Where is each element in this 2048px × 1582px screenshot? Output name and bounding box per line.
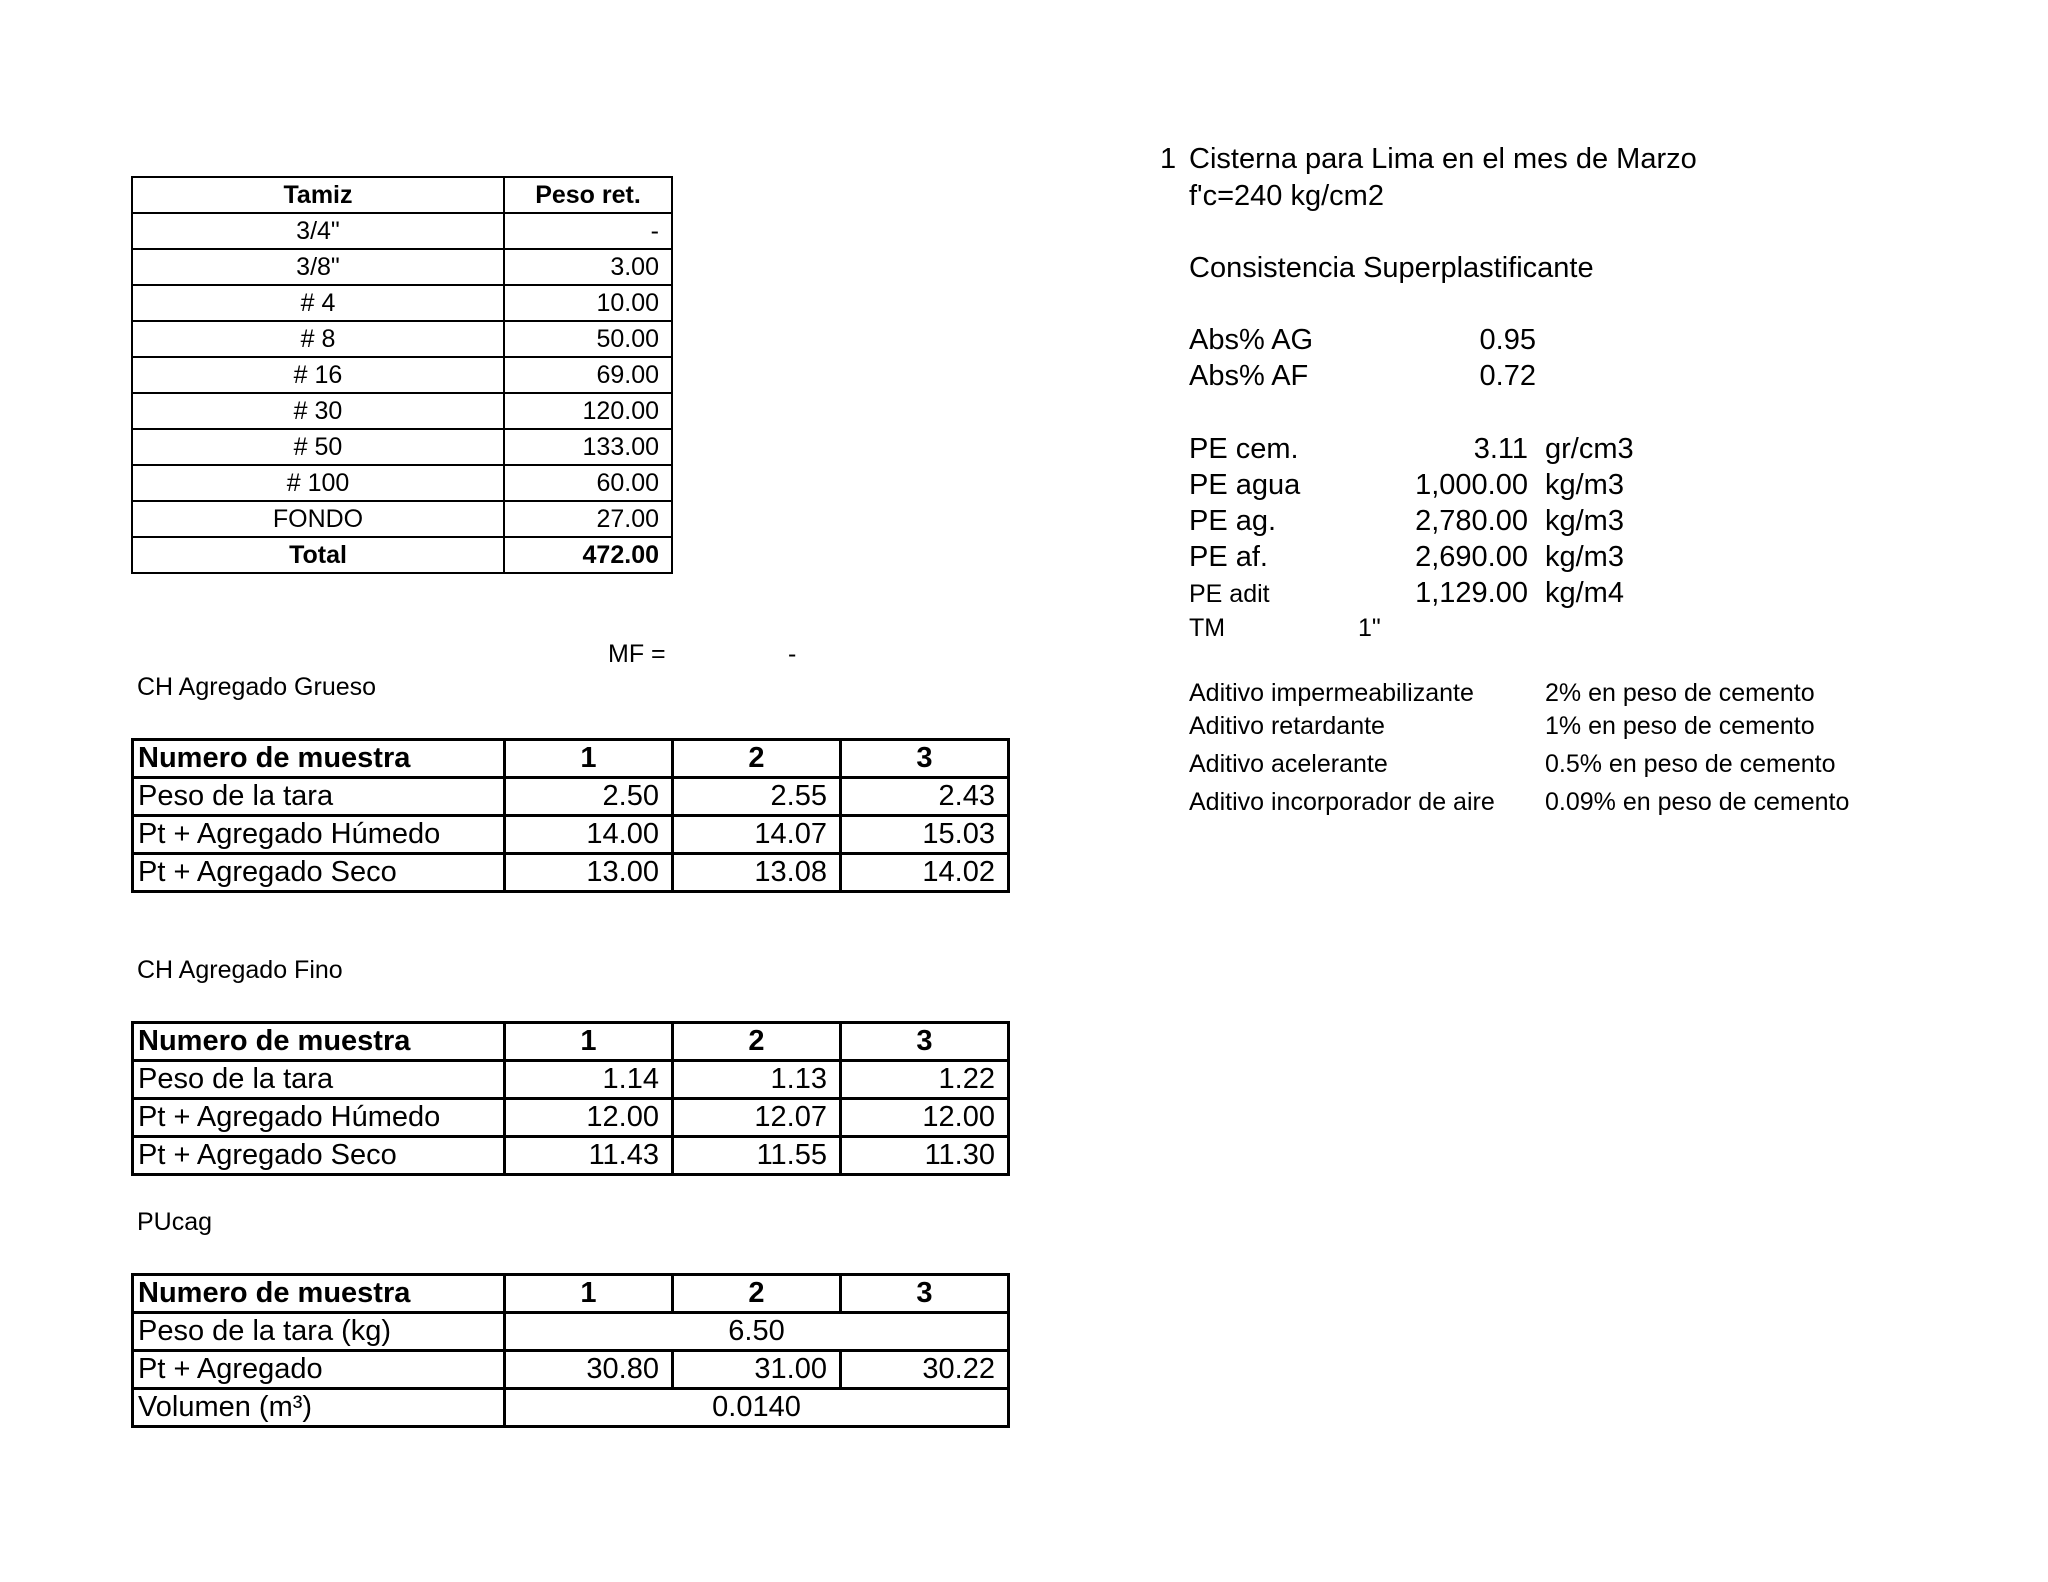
cell-value: 1.14	[505, 1061, 673, 1099]
sieve-size: # 16	[132, 357, 504, 393]
row-label: Peso de la tara	[133, 778, 505, 816]
sieve-size: # 30	[132, 393, 504, 429]
table-row	[133, 1061, 1009, 1099]
aditivo-value: 2% en peso de cemento	[1545, 679, 1815, 707]
pe-ag-label: PE ag.	[1189, 505, 1277, 537]
row-label: Pt + Agregado Seco	[133, 1137, 505, 1175]
pe-af-unit: kg/m3	[1545, 541, 1624, 573]
table-row	[133, 778, 1009, 816]
sieve-weight: 133.00	[504, 429, 672, 465]
table-row	[132, 429, 672, 465]
tara-value: 6.50	[505, 1313, 1009, 1351]
cell-value: 14.02	[841, 854, 1009, 892]
header-sample-1: 1	[505, 1275, 673, 1313]
aditivo-label: Aditivo acelerante	[1189, 750, 1388, 778]
pe-cem-value: 3.11	[1473, 433, 1528, 465]
cell-value: 2.43	[841, 778, 1009, 816]
pe-adit-value: 1,129.00	[1415, 577, 1528, 609]
sieve-size: # 100	[132, 465, 504, 501]
abs-af-label: Abs% AF	[1189, 360, 1309, 392]
sieve-table-header	[132, 177, 672, 213]
table-row	[132, 321, 672, 357]
pe-af-value: 2,690.00	[1415, 541, 1528, 573]
table-row	[133, 816, 1009, 854]
table-row	[133, 1313, 1009, 1351]
cell-value: 11.55	[673, 1137, 841, 1175]
row-label: Pt + Agregado Seco	[133, 854, 505, 892]
sieve-weight: 69.00	[504, 357, 672, 393]
ch-fino-table	[131, 1021, 1010, 1176]
header-sample-2: 2	[673, 1275, 841, 1313]
sieve-weight: 10.00	[504, 285, 672, 321]
aditivo-label: Aditivo impermeabilizante	[1189, 679, 1474, 707]
sieve-size: FONDO	[132, 501, 504, 537]
tm-label: TM	[1189, 614, 1226, 642]
table-header-row	[133, 1023, 1009, 1061]
header-numero-muestra: Numero de muestra	[133, 1275, 505, 1313]
abs-af-value: 0.72	[1479, 360, 1536, 392]
sieve-weight: 3.00	[504, 249, 672, 285]
mf-value: -	[788, 640, 797, 668]
sieve-size: 3/8"	[132, 249, 504, 285]
volumen-value: 0.0140	[505, 1389, 1009, 1427]
sieve-weight: -	[504, 213, 672, 249]
pe-cem-label: PE cem.	[1189, 433, 1299, 465]
sieve-total-row	[132, 537, 672, 573]
row-label: Pt + Agregado Húmedo	[133, 1099, 505, 1137]
aditivo-value: 0.09% en peso de cemento	[1545, 788, 1850, 816]
table-row	[132, 357, 672, 393]
cell-value: 30.80	[505, 1351, 673, 1389]
table-row	[132, 249, 672, 285]
pe-cem-unit: gr/cm3	[1545, 433, 1634, 465]
total-value: 472.00	[504, 537, 672, 573]
aditivo-label: Aditivo incorporador de aire	[1189, 788, 1495, 816]
pe-af-label: PE af.	[1189, 541, 1268, 573]
pe-agua-value: 1,000.00	[1415, 469, 1528, 501]
header-sample-2: 2	[673, 1023, 841, 1061]
cell-value: 12.00	[841, 1099, 1009, 1137]
sieve-weight: 50.00	[504, 321, 672, 357]
row-label: Peso de la tara (kg)	[133, 1313, 505, 1351]
header-numero-muestra: Numero de muestra	[133, 1023, 505, 1061]
sieve-size: # 4	[132, 285, 504, 321]
cell-value: 2.50	[505, 778, 673, 816]
cell-value: 11.30	[841, 1137, 1009, 1175]
pe-ag-unit: kg/m3	[1545, 505, 1624, 537]
cell-value: 2.55	[673, 778, 841, 816]
abs-ag-label: Abs% AG	[1189, 324, 1314, 356]
mf-label: MF =	[608, 640, 666, 668]
ch-grueso-table	[131, 738, 1010, 893]
sieve-size: 3/4"	[132, 213, 504, 249]
table-row	[133, 1099, 1009, 1137]
cell-value: 13.08	[673, 854, 841, 892]
pe-adit-unit: kg/m4	[1545, 577, 1624, 609]
table-row	[132, 465, 672, 501]
sieve-table	[131, 176, 673, 574]
row-label: Peso de la tara	[133, 1061, 505, 1099]
header-sample-1: 1	[505, 1023, 673, 1061]
header-sample-2: 2	[673, 740, 841, 778]
row-label: Pt + Agregado	[133, 1351, 505, 1389]
table-row	[133, 1389, 1009, 1427]
cell-value: 12.07	[673, 1099, 841, 1137]
table-header-row	[133, 1275, 1009, 1313]
table-row	[132, 213, 672, 249]
header-peso-ret: Peso ret.	[504, 177, 672, 213]
header-sample-3: 3	[841, 1275, 1009, 1313]
cell-value: 11.43	[505, 1137, 673, 1175]
cell-value: 30.22	[841, 1351, 1009, 1389]
table-row	[133, 1137, 1009, 1175]
sieve-weight: 27.00	[504, 501, 672, 537]
pe-agua-label: PE agua	[1189, 469, 1301, 501]
pe-ag-value: 2,780.00	[1415, 505, 1528, 537]
header-sample-1: 1	[505, 740, 673, 778]
total-label: Total	[132, 537, 504, 573]
aditivo-value: 1% en peso de cemento	[1545, 712, 1815, 740]
header-sample-3: 3	[841, 740, 1009, 778]
ch-grueso-title: CH Agregado Grueso	[137, 673, 377, 701]
pucag-title: PUcag	[137, 1208, 213, 1236]
item-number: 1	[1160, 143, 1177, 175]
pe-adit-label: PE adit	[1189, 580, 1270, 608]
header-sample-3: 3	[841, 1023, 1009, 1061]
table-row	[133, 854, 1009, 892]
row-label: Volumen (m³)	[133, 1389, 505, 1427]
table-header-row	[133, 740, 1009, 778]
aditivo-value: 0.5% en peso de cemento	[1545, 750, 1836, 778]
cell-value: 14.00	[505, 816, 673, 854]
cell-value: 13.00	[505, 854, 673, 892]
cell-value: 12.00	[505, 1099, 673, 1137]
tm-value: 1"	[1358, 614, 1381, 642]
sieve-size: # 8	[132, 321, 504, 357]
header-tamiz: Tamiz	[132, 177, 504, 213]
ch-fino-title: CH Agregado Fino	[137, 956, 343, 984]
abs-ag-value: 0.95	[1479, 324, 1536, 356]
fc-spec: f'c=240 kg/cm2	[1189, 180, 1384, 212]
pucag-table	[131, 1273, 1010, 1428]
cell-value: 15.03	[841, 816, 1009, 854]
aditivo-label: Aditivo retardante	[1189, 712, 1385, 740]
table-row	[132, 285, 672, 321]
table-row	[132, 501, 672, 537]
sieve-size: # 50	[132, 429, 504, 465]
table-row	[132, 393, 672, 429]
project-title: Cisterna para Lima en el mes de Marzo	[1189, 143, 1697, 175]
table-row	[133, 1351, 1009, 1389]
cell-value: 1.22	[841, 1061, 1009, 1099]
cell-value: 31.00	[673, 1351, 841, 1389]
pe-agua-unit: kg/m3	[1545, 469, 1624, 501]
cell-value: 1.13	[673, 1061, 841, 1099]
sieve-weight: 60.00	[504, 465, 672, 501]
sieve-weight: 120.00	[504, 393, 672, 429]
row-label: Pt + Agregado Húmedo	[133, 816, 505, 854]
header-numero-muestra: Numero de muestra	[133, 740, 505, 778]
cell-value: 14.07	[673, 816, 841, 854]
consistencia: Consistencia Superplastificante	[1189, 252, 1594, 284]
